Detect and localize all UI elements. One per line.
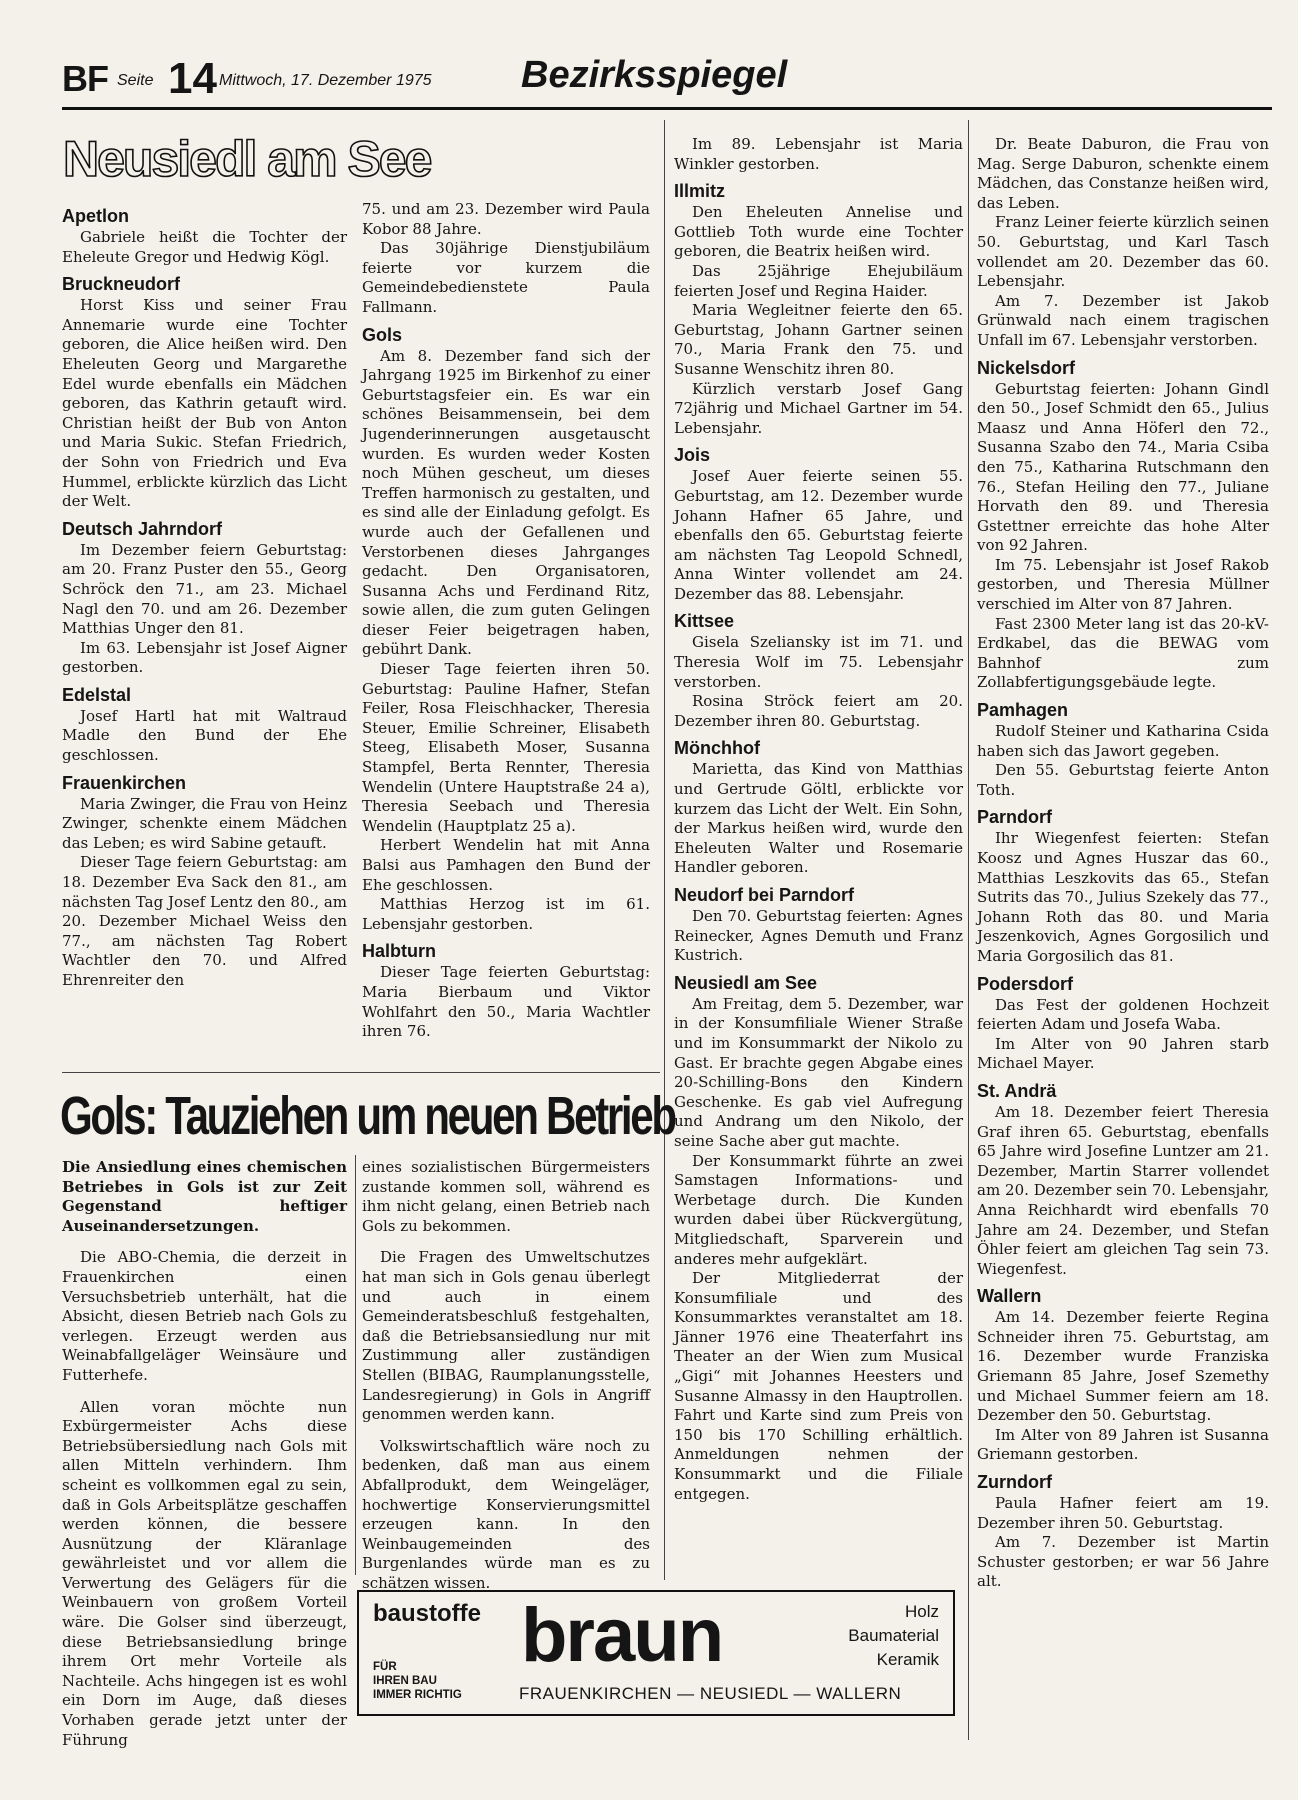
story-headline: Gols: Tauziehen um neuen Betrieb	[60, 1086, 675, 1146]
column-4	[977, 135, 1269, 1592]
news-paragraph: Im 89. Lebensjahr ist Maria Winkler gestorben.	[674, 135, 963, 173]
news-paragraph: Im Dezember feiern Geburtstag: am 20. Franz Puster den 55., Georg Schröck den 71., am 23. Michael Nagl den 70. und am 26. Dezember Matthias Unger den 81.	[62, 540, 347, 638]
town-heading: Deutsch Jahrndorf	[62, 518, 223, 539]
news-paragraph: Geburtstag feierten: Johann Gindl den 50., Josef Schmidt den 65., Julius Maasz und Anna Höferl den 72., Susanna Szabo den 74., Maria Csiba den 75., Katharina Rutschmann den 76., Stefan Heiling den 77., Juliane Horvath den 89. und Theresia Gstettner erreichte das hohe Alter von 92 Jahren.	[977, 379, 1269, 555]
ad-products	[848, 1600, 939, 1672]
news-paragraph: Den 70. Geburtstag feierten: Agnes Reinecker, Agnes Demuth und Franz Kustrich.	[674, 907, 963, 965]
story-right-column	[362, 1158, 650, 1593]
ad-tagline-line: IHREN BAU	[373, 1675, 437, 1687]
town-heading: Wallern	[977, 1286, 1042, 1307]
advertisement	[357, 1590, 955, 1716]
town-heading: St. Andrä	[977, 1080, 1057, 1101]
story-paragraph: Die Fragen des Umweltschutzes hat man sich in Gols genau überlegt und auch in einem Gemeinderatsbeschluß festgehalten, daß die Betriebsansiedlung nur mit Zustimmung aller zuständigen Stellen (BIBAG, Raumplanungsstelle, Landesregierung) in Gols in Angriff genommen werden kann.	[362, 1248, 650, 1424]
ad-company-name: braun	[521, 1593, 723, 1678]
news-paragraph: Am 7. Dezember ist Martin Schuster gestorben; er war 56 Jahre alt.	[977, 1533, 1269, 1591]
column-1	[62, 205, 347, 991]
column-3	[674, 135, 963, 1504]
news-paragraph: 75. und am 23. Dezember wird Paula Kobor 88 Jahre.	[362, 200, 650, 238]
news-paragraph: Der Mitgliederrat der Konsumfiliale und des Konsummarktes veranstaltet am 18. Jänner 1976 eine Theaterfahrt ins Theater an der Wien zum Musical „Gigi“ mit Johannes Heesters und Susanne Almassy in den Hauptrollen. Fahrt und Karte sind zum Preis von 150 bis 170 Schilling erhältlich. Anmeldungen nehmen der Konsummarkt und die Filiale entgegen.	[674, 1269, 963, 1503]
news-paragraph: Am 18. Dezember feiert Theresia Graf ihren 65. Geburtstag, ebenfalls 65 Jahre wird Josefine Luntzer am 21. Dezember, Martin Starrer vollendet am 20. Dezember sein 70. Lebensjahr, Anna Reichhardt wird ebenfalls 70 Jahre am 24. Dezember, und Stefan Öhler feiert am gleichen Tag sein 73. Wiegenfest.	[977, 1102, 1269, 1278]
news-paragraph: Ihr Wiegenfest feierten: Stefan Koosz und Agnes Huszar das 60., Matthias Leszkovits das 65., Stefan Sutrits das 70., Julius Szekely das 77., Johann Roth das 80. und Maria Jeszenkovich, Agnes Gorgosilich und Maria Gorgosilich das 81.	[977, 829, 1269, 965]
news-paragraph: Am 8. Dezember fand sich der Jahrgang 1925 im Birkenhof zu einer Geburtstagsfeier ein. Es war ein schönes Beisammensein, bei dem Jugenderinnerungen ausgetauscht wurden. Es wurden weder Kosten noch Mühen gescheut, um dieses Treffen harmonisch zu gestalten, und es sind alle der Einladung gefolgt. Es wurde auch der Gefallenen und Verstorbenen dieses Jahrganges gedacht. Den Organisatoren, Susanna Achs und Ferdinand Ritz, sowie allen, die zum guten Gelingen dieser Feier beigetragen haben, gebührt Dank.	[362, 346, 650, 659]
news-paragraph: Maria Zwinger, die Frau von Heinz Zwinger, schenkte einem Mädchen das Leben; es wird Sabine getauft.	[62, 794, 347, 852]
news-paragraph: Den 55. Geburtstag feierte Anton Toth.	[977, 761, 1269, 799]
town-heading: Bruckneudorf	[62, 274, 181, 295]
column-rule	[968, 120, 969, 1740]
ad-product: Holz	[904, 1602, 939, 1621]
town-heading: Halbturn	[362, 941, 436, 962]
town-heading: Gols	[362, 324, 403, 345]
news-paragraph: Maria Wegleitner feierte den 65. Geburtstag, Johann Gartner seinen 70., Maria Frank den 75. und Susanne Wenschitz ihren 80.	[674, 301, 963, 378]
town-heading: Illmitz	[674, 181, 726, 202]
news-paragraph: Franz Leiner feierte kürzlich seinen 50. Geburtstag, und Karl Tasch vollendet am 20. Dezember das 60. Lebensjahr.	[977, 213, 1269, 291]
news-paragraph: Gabriele heißt die Tochter der Eheleute Gregor und Hedwig Kögl.	[62, 228, 347, 266]
news-paragraph: Rosina Ströck feiert am 20. Dezember ihren 80. Geburtstag.	[674, 692, 963, 730]
town-heading: Nickelsdorf	[977, 357, 1076, 378]
ad-product: Keramik	[876, 1650, 939, 1669]
news-paragraph: Gisela Szeliansky ist im 71. und Theresia Wolf im 75. Lebensjahr verstorben.	[674, 633, 963, 691]
town-heading: Mönchhof	[674, 738, 760, 759]
news-paragraph: Josef Hartl hat mit Waltraud Madle den Bund der Ehe geschlossen.	[62, 706, 347, 765]
ad-tagline	[373, 1660, 462, 1702]
town-heading: Neusiedl am See	[674, 972, 818, 993]
town-heading: Apetlon	[62, 206, 129, 226]
newspaper-logo: BF	[62, 58, 108, 99]
news-paragraph: Kürzlich verstarb Josef Gang 72jährig und Michael Gartner im 54. Lebensjahr.	[674, 379, 963, 437]
ad-tagline-line: IMMER RICHTIG	[373, 1689, 462, 1701]
news-paragraph: Im Alter von 90 Jahren starb Michael Mayer.	[977, 1034, 1269, 1073]
section-title: Bezirksspiegel	[521, 54, 788, 96]
column-2	[362, 200, 650, 1042]
column-rule	[355, 1155, 356, 1575]
ad-brand: baustoffe	[373, 1600, 481, 1627]
column-rule	[664, 120, 665, 1580]
town-heading: Neudorf bei Parndorf	[674, 885, 855, 905]
ad-tagline-line: FÜR	[373, 1661, 397, 1673]
ad-towns: FRAUENKIRCHEN — NEUSIEDL — WALLERN	[519, 1684, 902, 1703]
story-lead: Die Ansiedlung eines chemischen Betriebes in Gols ist zur Zeit Gegenstand heftiger Auseinandersetzungen.	[62, 1158, 347, 1235]
town-heading: Parndorf	[977, 807, 1053, 828]
news-paragraph: Am Freitag, dem 5. Dezember, war in der Konsumfiliale Wiener Straße und im Konsummarkt der Nikolo zu Gast. Er brachte gegen Abgabe eines 20-Schilling-Bons den Kindern Geschenke. Es gab viel Aufregung und Andrang um den Nikolo, der seine Sache aber gut machte.	[674, 994, 963, 1150]
news-paragraph: Dr. Beate Daburon, die Frau von Mag. Serge Daburon, schenkte einem Mädchen, das Constanze heißen wird, das Leben.	[977, 135, 1269, 212]
town-heading: Edelstal	[62, 684, 132, 705]
news-paragraph: Paula Hafner feiert am 19. Dezember ihren 50. Geburtstag.	[977, 1494, 1269, 1532]
town-heading: Zurndorf	[977, 1472, 1052, 1493]
news-paragraph: Rudolf Steiner und Katharina Csida haben sich das Jawort gegeben.	[977, 722, 1269, 760]
town-heading: Frauenkirchen	[62, 772, 187, 793]
story-paragraph: Die ABO-Chemia, die derzeit in Frauenkirchen einen Versuchsbetrieb unterhält, hat die Absicht, diesen Betrieb nach Gols zu verlegen. Erzeugt werden aus Weinabfallgeläger Weinsäure und Futterhefe.	[62, 1248, 347, 1384]
story-left-column	[62, 1158, 347, 1750]
news-paragraph: Am 14. Dezember feierte Regina Schneider ihren 75. Geburtstag, am 16. Dezember wurde Franziska Griemann 85 Jahre, Josef Szemethy und Michael Summer feiern am 18. Dezember den 50. Geburtstag.	[977, 1308, 1269, 1425]
news-paragraph: Der Konsummarkt führte an zwei Samstagen Informations- und Werbetage durch. Die Kunden wurden dabei über Rückvergütung, Mitgliedschaft, Sparverein und anderes mehr aufgeklärt.	[674, 1151, 963, 1268]
news-paragraph: Marietta, das Kind von Matthias und Gertrude Göltl, erblickte vor kurzem das Licht der Welt. Ein Sohn, der Markus heißen wird, wurde den Eheleuten Walter und Rosemarie Handler geboren.	[674, 760, 963, 877]
news-paragraph: Das 30jährige Dienstjubiläum feierte vor kurzem die Gemeindebedienstete Paula Fallmann.	[362, 239, 650, 316]
news-paragraph: Im Alter von 89 Jahren ist Susanna Griemann gestorben.	[977, 1425, 1269, 1464]
town-heading: Kittsee	[674, 611, 735, 632]
page-number: 14	[168, 54, 217, 103]
story-paragraph: Allen voran möchte nun Exbürgermeister Achs diese Betriebsübersiedlung nach Gols mit allen Mitteln verhindern. Ihm scheint es vollkommen egal zu sein, daß in Gols Arbeitsplätze geschaffen werden können, die bessere Ausnützung der Kläranlage gewährleistet und vor allem die Verwertung des Gelägers für die Weinbauern von großem Vorteil wäre. Die Golser sind überzeugt, diese Betriebsansiedlung bringe ihrem Ort mehr Vorteile als Nachteile. Achs hingegen ist es wohl ein Dorn im Auge, daß dieses Vorhaben gerade jetzt unter der Führung	[62, 1397, 347, 1749]
story-paragraph: Volkswirtschaftlich wäre noch zu bedenken, daß man aus einem Abfallprodukt, dem Weingeläger, hochwertige Konservierungsmittel erzeugen kann. In den Weinbaugemeinden des Burgenlandes würde man es zu schätzen wissen.	[362, 1436, 650, 1592]
news-paragraph: Dieser Tage feiern Geburtstag: am 18. Dezember Eva Sack den 81., am nächsten Tag Josef Lentz den 80., am 20. Dezember Michael Weiss den 77., am nächsten Tag Robert Wachtler den 70. und Alfred Ehrenreiter den	[62, 853, 347, 989]
news-paragraph: Fast 2300 Meter lang ist das 20-kV-Erdkabel, das die BEWAG vom Bahnhof zum Zollabfertigungsgebäude legte.	[977, 614, 1269, 692]
news-paragraph: Den Eheleuten Annelise und Gottlieb Toth wurde eine Tochter geboren, die Beatrix heißen wird.	[674, 203, 963, 261]
news-paragraph: Herbert Wendelin hat mit Anna Balsi aus Pamhagen den Bund der Ehe geschlossen.	[362, 836, 650, 894]
story-rule	[62, 1072, 660, 1073]
issue-date: Mittwoch, 17. Dezember 1975	[219, 72, 432, 89]
page-header	[62, 52, 1272, 110]
town-heading: Jois	[674, 445, 711, 466]
news-paragraph: Josef Auer feierte seinen 55. Geburtstag, am 12. Dezember wurde Johann Hafner 65 Jahre, und ebenfalls den 65. Geburtstag feierte am nächsten Tag Leopold Schnedl, Anna Winter vollendet am 24. Dezember das 88. Lebensjahr.	[674, 467, 963, 603]
news-paragraph: Dieser Tage feierten ihren 50. Geburtstag: Pauline Hafner, Stefan Feiler, Rosa Fleischhacker, Theresia Steuer, Emilie Schreiner, Elisabeth Steeg, Elisabeth Moser, Susanna Stampfel, Berta Rennter, Theresia Wendelin (Untere Hauptstraße 24 a), Theresia Seebach und Theresia Wendelin (Hauptplatz 25 a).	[362, 660, 650, 835]
ad-product: Baumaterial	[848, 1626, 939, 1645]
story-paragraph: eines sozialistischen Bürgermeisters zustande kommen soll, während es ihm nicht gelang, einen Betrieb nach Gols zu bekommen.	[362, 1158, 650, 1235]
news-paragraph: Am 7. Dezember ist Jakob Grünwald nach einem tragischen Unfall im 67. Lebensjahr verstorben.	[977, 291, 1269, 349]
news-paragraph: Horst Kiss und seiner Frau Annemarie wurde eine Tochter geboren, die Alice heißen wird. Den Eheleuten Georg und Margarethe Edel wurde ebenfalls ein Mädchen geboren, das Kathrin getauft wird. Christian heißt der Bub von Anton und Maria Sukic. Stefan Friedrich, der Sohn von Friedrich und Eva Hummel, erblickte kürzlich das Licht der Welt.	[62, 296, 347, 511]
news-paragraph: Dieser Tage feierten Geburtstag: Maria Bierbaum und Viktor Wohlfahrt den 50., Maria Wachtler ihren 76.	[362, 963, 650, 1041]
page-label: Seite	[117, 72, 154, 89]
district-title: Neusiedl am See	[63, 131, 431, 187]
town-heading: Pamhagen	[977, 700, 1069, 721]
news-paragraph: Das 25jährige Ehejubiläum feierten Josef und Regina Haider.	[674, 261, 963, 300]
news-paragraph: Matthias Herzog ist im 61. Lebensjahr gestorben.	[362, 895, 650, 933]
news-paragraph: Im 63. Lebensjahr ist Josef Aigner gestorben.	[62, 638, 347, 677]
town-heading: Podersdorf	[977, 973, 1074, 994]
news-paragraph: Im 75. Lebensjahr ist Josef Rakob gestorben, und Theresia Müllner verschied im Alter von 87 Jahren.	[977, 555, 1269, 614]
news-paragraph: Das Fest der goldenen Hochzeit feierten Adam und Josefa Waba.	[977, 995, 1269, 1034]
